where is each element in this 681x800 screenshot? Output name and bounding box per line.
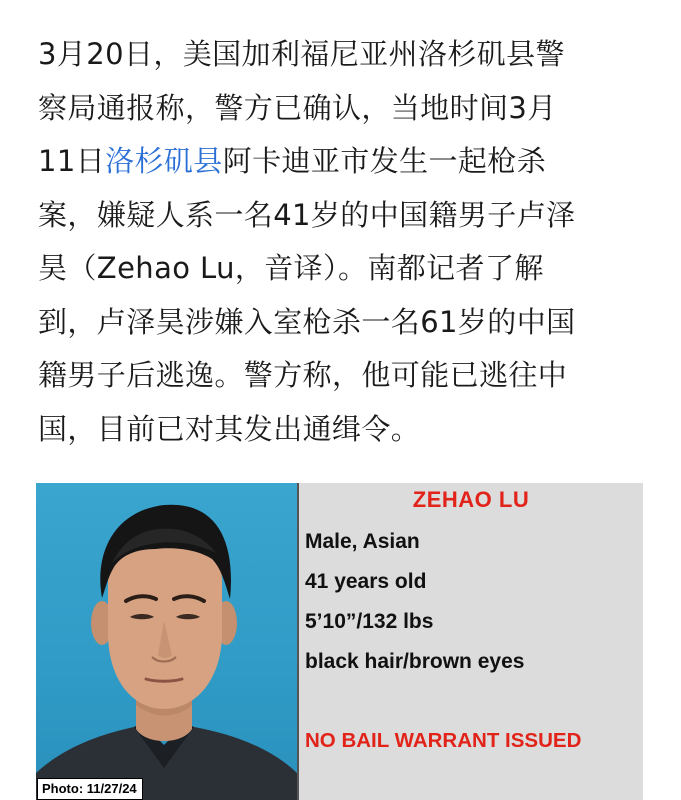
article-text xyxy=(38,28,648,456)
suspect-detail: 41 years old xyxy=(305,570,427,593)
article-line: 3月20日，美国加利福尼亚州洛杉矶县警 xyxy=(38,37,565,71)
suspect-detail: Male, Asian xyxy=(305,530,420,553)
suspect-photo xyxy=(36,483,297,800)
photo-date-caption: Photo: 11/27/24 xyxy=(37,778,143,800)
article-line xyxy=(38,135,648,189)
suspect-name: ZEHAO LU xyxy=(412,487,530,512)
suspect-detail: 5’10”/132 lbs xyxy=(305,610,434,633)
article-line: 国，目前已对其发出通缉令。 xyxy=(38,411,421,446)
location-link[interactable]: 洛杉矶县 xyxy=(105,144,223,178)
suspect-info-panel xyxy=(297,483,643,800)
article-text-segment: 阿卡迪亚市发生一起枪杀 xyxy=(222,144,547,178)
warrant-notice: NO BAIL WARRANT ISSUED xyxy=(305,729,582,752)
article-text-segment: 11日 xyxy=(38,144,106,178)
article-line: 籍男子后逃逸。警方称，他可能已逃往中 xyxy=(38,358,568,392)
suspect-portrait-illustration xyxy=(36,483,297,800)
wanted-card-image[interactable] xyxy=(36,483,643,800)
article-line: 到，卢泽昊涉嫌入室枪杀一名61岁的中国 xyxy=(38,304,576,339)
article-line: 察局通报称，警方已确认，当地时间3月 xyxy=(38,90,557,125)
article-line: 昊（Zehao Lu，音译）。南都记者了解 xyxy=(38,251,544,285)
article-line: 案，嫌疑人系一名41岁的中国籍男子卢泽 xyxy=(38,197,576,232)
suspect-detail: black hair/brown eyes xyxy=(305,650,525,673)
